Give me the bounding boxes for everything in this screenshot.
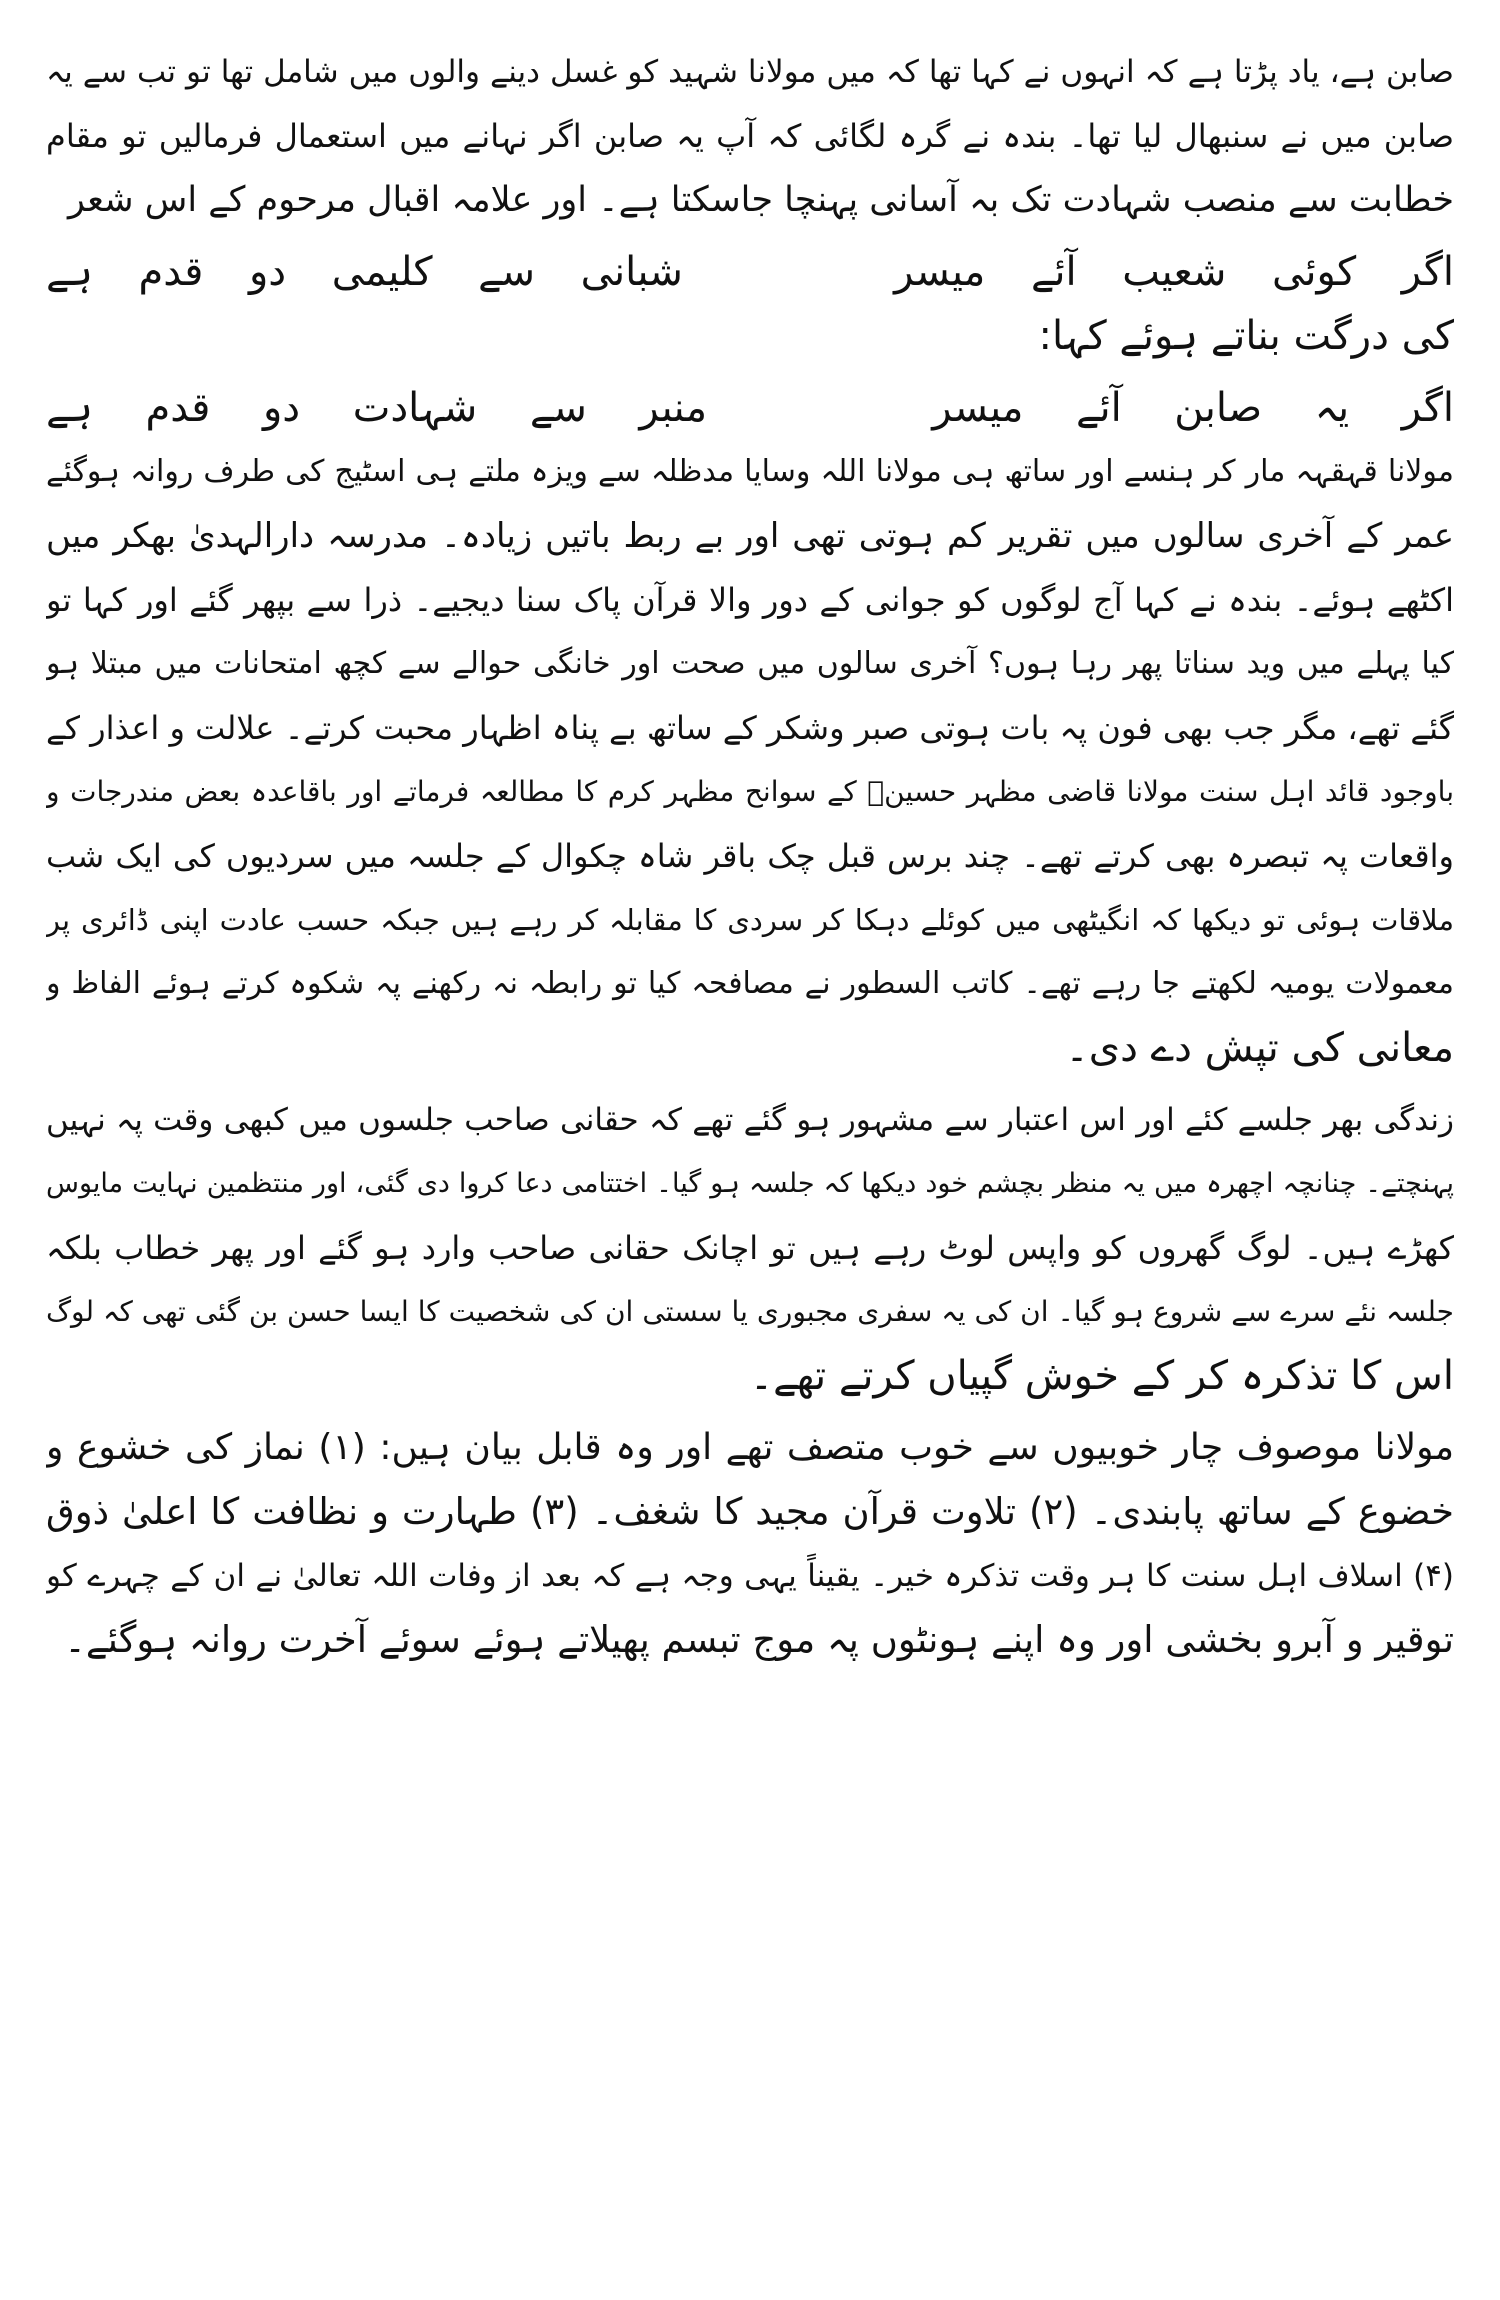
verse-word: منبر	[639, 385, 708, 431]
verse-word: کوئی	[1271, 249, 1357, 295]
verse-word: قدم	[138, 249, 204, 295]
verse-word: آئے	[1030, 249, 1077, 295]
text-line: باوجود قائد اہل سنت مولانا قاضی مظہر حسینؒ کے سوانح مظہر کرم کا مطالعہ فرماتے اور باقاعدہ بعض مندرجات و	[46, 775, 1454, 808]
text-line: توقیر و آبرو بخشی اور وہ اپنے ہونٹوں پہ موج تبسم پھیلاتے ہوئے سوئے آخرت روانہ ہوگئے۔	[64, 1618, 1454, 1661]
text-line: اس کا تذکرہ کر کے خوش گپیاں کرتے تھے۔	[749, 1353, 1454, 1399]
text-line: معانی کی تپش دے دی۔	[1065, 1025, 1454, 1071]
verse-gap	[729, 240, 849, 304]
text-line: ملاقات ہوئی تو دیکھا کہ انگیٹھی میں کوئلے دہکا کر سردی کا مقابلہ کر رہے ہیں جبکہ حسب عادت اپنی ڈائری پر	[46, 903, 1454, 937]
verse-word: ہے	[46, 249, 93, 295]
verse-word: شعیب	[1122, 249, 1227, 295]
text-line: معمولات یومیہ لکھتے جا رہے تھے۔ کاتب السطور نے مصافحہ کیا تو رابطہ نہ رکھنے پہ شکوہ کرتے ہوئے الفاظ و	[46, 966, 1454, 1001]
verse-gap	[760, 376, 880, 440]
text-line: زندگی بھر جلسے کئے اور اس اعتبار سے مشہور ہو گئے تھے کہ حقانی صاحب جلسوں میں کبھی وقت پہ نہیں	[46, 1102, 1454, 1138]
verse-word: دو	[248, 249, 287, 295]
text-line: عمر کے آخری سالوں میں تقریر کم ہوتی تھی اور بے ربط باتیں زیادہ۔ مدرسہ دارالہدیٰ بھکر میں	[46, 516, 1454, 556]
text-line: (۴) اسلاف اہل سنت کا ہر وقت تذکرہ خیر۔ یقیناً یہی وجہ ہے کہ بعد از وفات اللہ تعالیٰ نے ان کے چہرے کو	[46, 1558, 1454, 1594]
verse-word: قدم	[145, 385, 211, 431]
text-line: خضوع کے ساتھ پابندی۔ (۲) تلاوت قرآن مجید کا شغف۔ (۳) طہارت و نظافت کا اعلیٰ ذوق	[46, 1490, 1454, 1533]
text-line: صابن ہے، یاد پڑتا ہے کہ انہوں نے کہا تھا کہ میں مولانا شہید کو غسل دینے والوں میں شامل تھا تو تب سے یہ	[46, 54, 1454, 90]
verse-word: سے	[529, 385, 587, 431]
verse-line-1	[46, 240, 1454, 304]
text-line: پہنچتے۔ چنانچہ اچھرہ میں یہ منظر بچشم خود دیکھا کہ جلسہ ہو گیا۔ اختتامی دعا کروا دی گئی، اور منتظمین نہایت مایوس	[46, 1168, 1454, 1199]
verse-word: اگر	[1401, 385, 1454, 431]
text-line: صابن میں نے سنبھال لیا تھا۔ بندہ نے گرہ لگائی کہ آپ یہ صابن اگر نہانے میں استعمال فرمالیں تو مقام	[46, 117, 1454, 155]
text-line: اکٹھے ہوئے۔ بندہ نے کہا آج لوگوں کو جوانی کے دور والا قرآن پاک سنا دیجیے۔ ذرا سے بپھر گئے اور کہا تو	[46, 581, 1454, 619]
verse-word: دو	[262, 385, 301, 431]
text-line: کی درگت بناتے ہوئے کہا:	[1038, 313, 1454, 359]
verse-word: شہادت	[352, 385, 478, 431]
verse-word: آئے	[1076, 385, 1122, 431]
verse-word: اگر	[1401, 249, 1454, 295]
verse-word: میسر	[932, 385, 1024, 431]
text-line: مولانا موصوف چار خوبیوں سے خوب متصف تھے اور وہ قابل بیان ہیں: (۱) نماز کی خشوع و	[46, 1427, 1454, 1468]
verse-word: میسر	[894, 249, 986, 295]
text-line: جلسہ نئے سرے سے شروع ہو گیا۔ ان کی یہ سفری مجبوری یا سستی ان کی شخصیت کا ایسا حسن بن گئی تھی کہ لوگ	[46, 1295, 1454, 1328]
verse-word: یہ	[1314, 385, 1350, 431]
verse-word: کلیمی	[331, 249, 433, 295]
text-line: واقعات پہ تبصرہ بھی کرتے تھے۔ چند برس قبل چک باقر شاہ چکوال کے جلسہ میں سردیوں کی ایک شب	[46, 837, 1454, 875]
text-line: گئے تھے، مگر جب بھی فون پہ بات ہوتی صبر وشکر کے ساتھ بے پناہ اظہار محبت کرتے۔ علالت و اعذار کے	[46, 709, 1454, 747]
text-line: کھڑے ہیں۔ لوگ گھروں کو واپس لوٹ رہے ہیں تو اچانک حقانی صاحب وارد ہو گئے اور پھر خطاب بلکہ	[46, 1229, 1454, 1267]
verse-word: شبانی	[580, 249, 683, 295]
verse-line-2	[46, 376, 1454, 440]
verse-word: ہے	[46, 385, 93, 431]
verse-word: سے	[478, 249, 536, 295]
text-line: مولانا قہقہہ مار کر ہنسے اور ساتھ ہی مولانا اللہ وسایا مدظلہ سے ویزہ ملتے ہی اسٹیج کی طرف روانہ ہوگئے	[46, 454, 1454, 489]
verse-word: صابن	[1174, 385, 1263, 431]
text-line: خطابت سے منصب شہادت تک بہ آسانی پہنچا جاسکتا ہے۔ اور علامہ اقبال مرحوم کے اس شعر	[68, 180, 1454, 220]
text-line: کیا پہلے میں وید سناتا پھر رہا ہوں؟ آخری سالوں میں صحت اور خانگی حوالے سے کچھ امتحانات میں مبتلا ہو	[46, 646, 1454, 681]
